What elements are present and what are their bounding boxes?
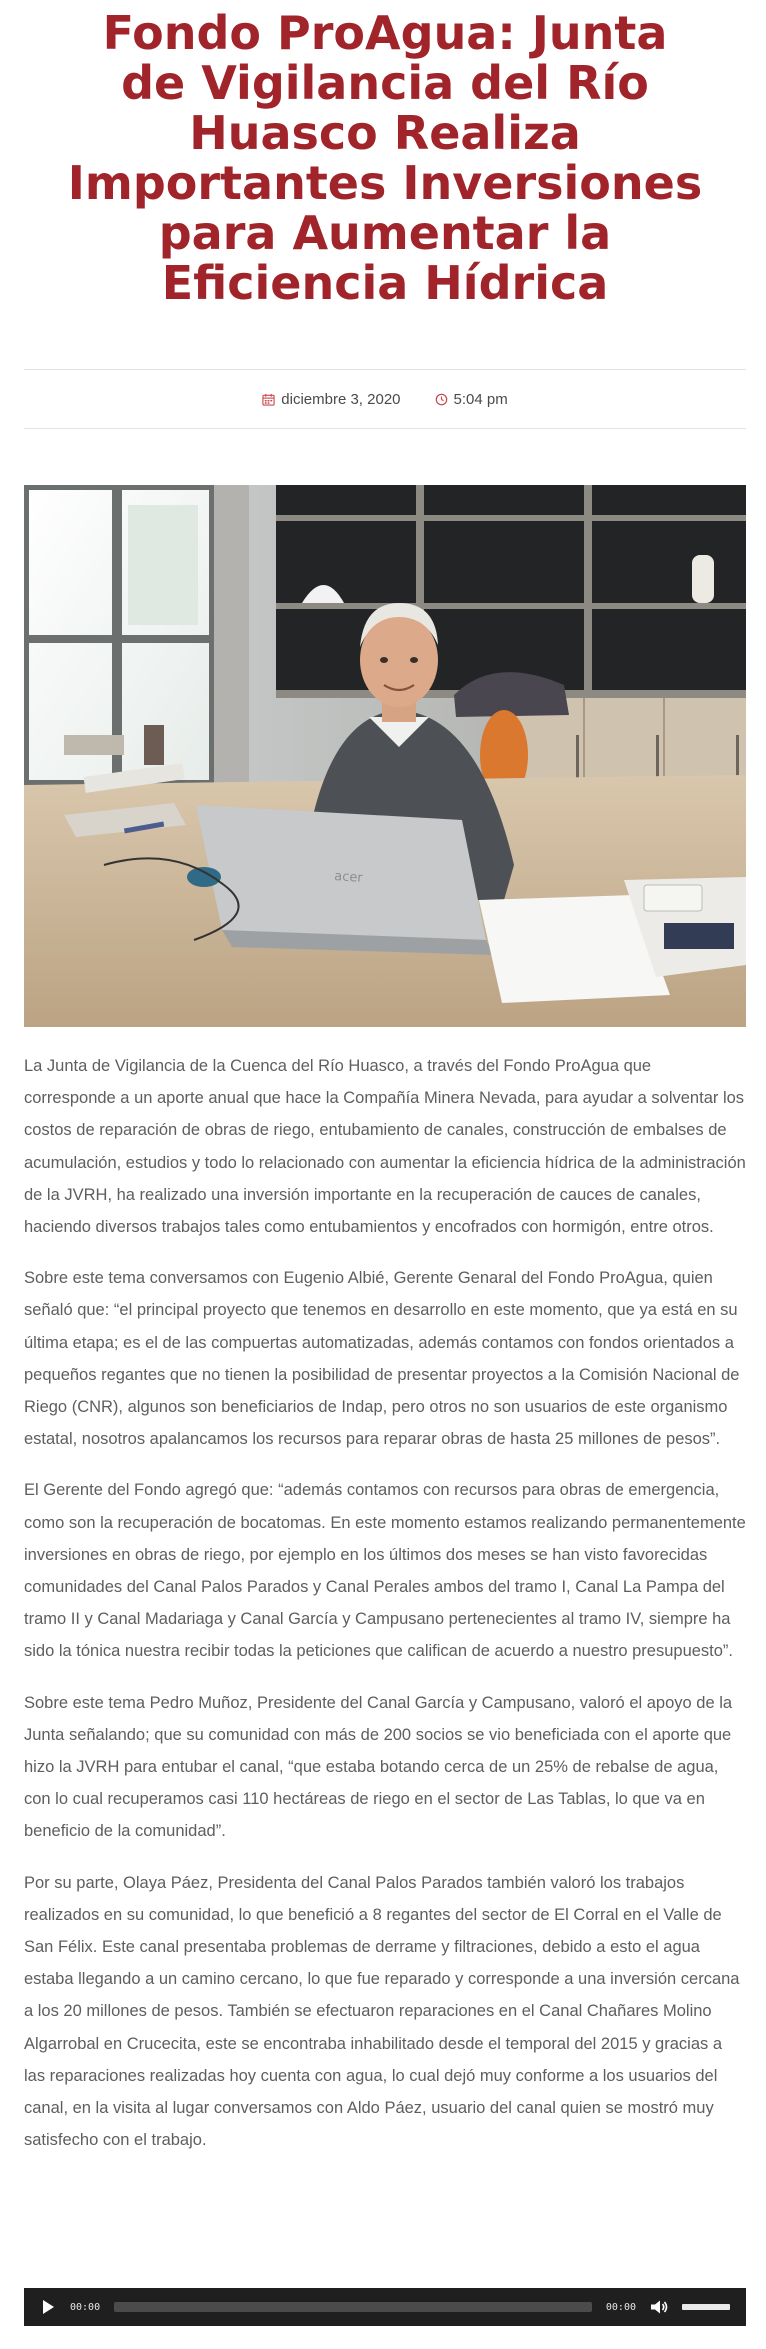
paragraph-3: El Gerente del Fondo agregó que: “además contamos con recursos para obras de emergencia, como son la recuperación de bocatomas. En este momento estamos realizando permanentemente inversiones en obras de riego, por ejemplo en los últimos dos meses se han visto favorecidas comunidades del Canal Palos Parados y Canal Perales ambos del tramo I, Canal La Pampa del tramo II y Canal Madariaga y Canal García y Campusano pertenecientes al tramo IV, siempre ha sido la tónica nuestra recibir todas la peticiones que califican de acuerdo a nuestro presupuesto”. (24, 1481, 746, 1661)
paragraph-5: Por su parte, Olaya Páez, Presidenta del Canal Palos Parados también valoró los trabajos realizados en su comunidad, lo que benefició a 8 regantes del sector de El Corral en el Valle de San Félix. Este canal presentaba problemas de derrame y filtraciones, debido a esto el agua estaba llegando a un camino cercano, lo que fue reparado y corresponde a una inversión cercana a los 20 millones de pesos. También se efectuaron reparaciones en el Canal Chañares Molino Algarrobal en Crucecita, este se encontraba inhabilitado desde el temporal del 2015 y gracias a las reparaciones realizadas hoy cuenta con agua, lo cual dejó muy conforme a los usuarios del canal, en la visita al lugar conversamos con Aldo Páez, usuario del canal quien se mostró muy satisfecho con el trabajo. (24, 1873, 740, 2150)
post-time (435, 391, 508, 408)
paragraph-2: Sobre este tema conversamos con Eugenio Albié, Gerente Genaral del Fondo ProAgua, quien señaló que: “el principal proyecto que tenemos en desarrollo en este momento, que ya está en su última etapa; es el de las compuertas automatizadas, además contamos con fondos orientados a pequeños regantes que no tienen la posibilidad de presentar proyectos a la Comisión Nacional de Riego (CNR), algunos son beneficiarios de Indap, pero otros no son usuarios de este organismo estatal, nosotros apalancamos los recursos para reparar obras de hasta 25 millones de pesos”. (24, 1269, 740, 1449)
page-title: Fondo ProAgua: Junta de Vigilancia del Río Huasco Realiza Importantes Inversiones para Aumentar la Eficiencia Hídrica (67, 6, 703, 310)
post-meta (24, 369, 746, 429)
post-date (262, 391, 400, 408)
post (24, 0, 746, 2313)
current-time: 00:00 (70, 2301, 101, 2313)
clock-icon (435, 393, 448, 406)
duration: 00:00 (605, 2301, 636, 2313)
volume-slider[interactable] (682, 2304, 730, 2310)
featured-image (24, 485, 746, 1027)
post-time-text: 5:04 pm (453, 390, 508, 408)
play-button[interactable] (40, 2299, 56, 2315)
paragraph-4: Sobre este tema Pedro Muñoz, Presidente del Canal García y Campusano, valoró el apoyo de la Junta señalando; que su comunidad con más de 200 socios se vio beneficiada con el aporte que hizo la JVRH para entubar el canal, “que estaba botando cerca de un 25% de rebalse de agua, con lo cual recuperamos casi 110 hectáreas de riego en el sector de Las Tablas, lo que va en beneficio de la comunidad”. (24, 1693, 733, 1841)
volume-icon (650, 2299, 668, 2315)
mute-button[interactable] (650, 2299, 668, 2315)
calendar-icon (262, 393, 275, 406)
post-content (24, 1050, 746, 2176)
play-icon (41, 2299, 55, 2315)
progress-bar[interactable] (114, 2302, 592, 2312)
post-date-text: diciembre 3, 2020 (281, 390, 401, 408)
audio-player (24, 2288, 746, 2326)
paragraph-1: La Junta de Vigilancia de la Cuenca del Río Huasco, a través del Fondo ProAgua que corresponde a un aporte anual que hace la Compañía Minera Nevada, para ayudar a solventar los costos de reparación de obras de riego, entubamiento de canales, construcción de embalses de acumulación, estudios y todo lo relacionado con aumentar la eficiencia hídrica de la administración de la JVRH, ha realizado una inversión importante en la recuperación de cauces de canales, haciendo diversos trabajos tales como entubamientos y encofrados con hormigón, entre otros. (24, 1057, 746, 1237)
laptop-logo: acer (333, 869, 364, 886)
